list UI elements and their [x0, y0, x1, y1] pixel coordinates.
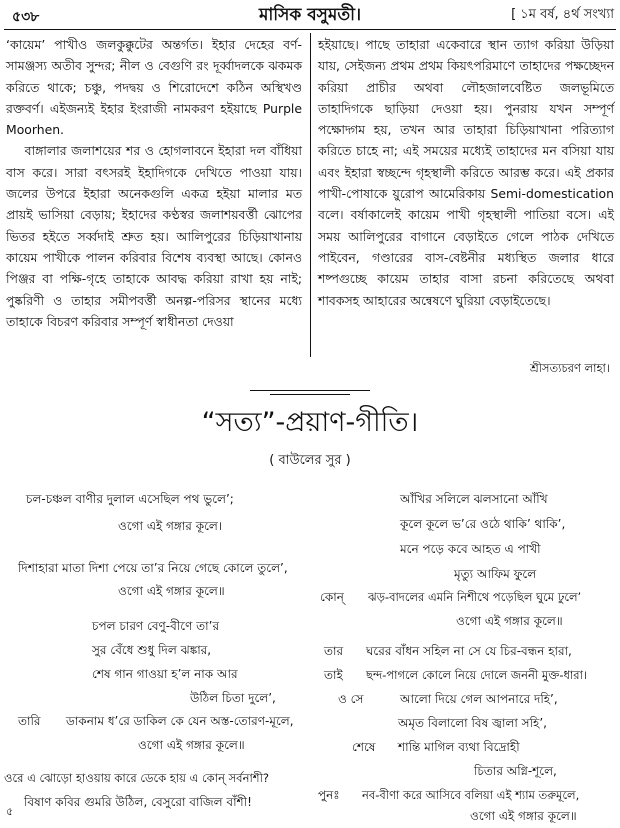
footer-mark: ৫ — [6, 805, 14, 818]
poem-line: ঝড়-বাদলের এমনি নিশীথে পড়েছিল ঘুমে ঢুলে’ — [368, 590, 582, 604]
poem-line: মৃত্যু আফিম ফুলে — [454, 567, 537, 581]
poem-line: সুর বেঁধে শুধু দিল ঝঙ্কার, — [92, 643, 212, 657]
poem-line: বিষাণ কবির গুমরি উঠিল, বেসুরো বাজিল বাঁশী! — [24, 795, 252, 809]
poem-line-prefix: তাই — [324, 668, 343, 682]
poem-line: দিশাহারা মাতা দিশা পেয়ে তা’র নিয়ে গেছে কোলে তুলে’, — [18, 561, 288, 575]
section-divider — [250, 390, 370, 391]
poem-line-prefix: তার — [324, 644, 344, 658]
column-divider — [310, 33, 311, 357]
poem-line: ওগো এই গঙ্গার কূলে॥ — [470, 809, 577, 823]
poem-line: ওগো এই গঙ্গার কূলে॥ — [118, 584, 225, 598]
poem-line-prefix: শেষে — [352, 740, 376, 754]
page-number: ৫৩৮ — [12, 9, 40, 25]
poem-line: আঁখির সলিলে ঝলসানো আঁখি — [400, 492, 548, 506]
poem-tune: ( বাউলের সুর ) — [269, 453, 351, 468]
poem-line: চপল চারণ বেণু-বীণে তা’র — [92, 619, 220, 633]
poem-line-prefix: ও সে — [338, 692, 364, 706]
author-signature: শ্রীসত্যচরণ লাহা। — [529, 361, 610, 375]
poem-line: কূলে কূলে ভ’রে ওঠে থাকি’ থাকি’, — [400, 517, 566, 531]
poem-title: “সত্য”-প্রয়াণ-গীতি। — [201, 407, 419, 438]
poem-line: চিতার অগ্নি-শূলে, — [474, 764, 557, 778]
article-paragraph: হইয়াছে। পাছে তাহারা একেবারে স্থান ত্যাগ করিয়া উড়িয়া যায়, সেইজন্য প্রথম প্রথম কিয়ৎপরিমাণে তাহাদের পক্ষচ্ছেদন করিয়া প্রাচীর অথবা লৌহজালবেষ্টিত জলভূমিতে তাহাদিগকে ছাড়িয়া দেওয়া হয়। পুনরায় যখন সম্পূর্ণ পক্ষোদ্গম হয়, তখন আর তাহারা চিড়িয়াখানা পরিত্যাগ করিতে চাহে না; এই সময়ের মধ্যেই তাহাদের মন বসিয়া যায় এবং ইহারা স্বচ্ছন্দে গৃহস্থালী করিতে আরম্ভ করে। এই প্রকার পাখী-পোষাকে য়ুরোপ আমেরিকায় Semi-domestication বলে। বর্ষাকালেই কায়েম পাখী গৃহস্থালী পাতিয়া বসে। এই সময় আলিপুরের বাগানে বেড়াইতে গেলে পাঠক দেখিতে পাইবেন, গণ্ডারের বাস-বেষ্টনীর মধ্যস্থিত জলার ধারে শষ্পগুচ্ছে কায়েম তাহার বাসা রচনা করিতেছে অথবা শাবকসহ আহারের অন্বেষণে ঘুরিয়া বেড়াইতেছে। — [318, 37, 614, 308]
poem-line-prefix: তারি — [18, 714, 41, 728]
poem-line: মনে পড়ে কবে আহত এ পাখী — [400, 542, 541, 556]
magazine-title: মাসিক বসুমতী। — [258, 5, 362, 25]
poem-line: ঘরের বাঁধন সহিল না সে যে চির-বন্ধন হারা, — [366, 644, 572, 658]
poem-line: ডাকনাম ধ’রে ডাকিল কে যেন অস্ত-তোরণ-মূলে, — [66, 714, 294, 728]
article-left-column — [6, 34, 302, 332]
poem-line: চল-চঞ্চল বাণীর দুলাল এসেছিল পথ ভুলে’; — [26, 492, 234, 506]
article-right-column — [318, 34, 614, 311]
article-paragraph: বাঙ্গালার জলাশয়ের শর ও হোগলাবনে ইহারা দল বাঁধিয়া বাস করে। সারা বৎসরই ইহাদিগকে দেখিতে পাওয়া যায়। জলের উপরে ইহারা অনেকগুলি একত্র হইয়া মালার মত প্রায়ই ভাসিয়া বেড়ায়; ইহাদের কণ্ঠস্বর জলাশয়বর্ত্তী ঝোপের ভিতর হইতে সর্ব্বদাই শ্রুত হয়। আলিপুরের চিড়িয়াখানায় কায়েম পাখীকে পালন করিবার বিশেষ ব্যবস্থা আছে। কোনও পিঞ্জর বা পক্ষি-গৃহে তাহাকে আবদ্ধ করিয়া রাখা হয় নাই; পুষ্করিণী ও তাহার সমীপবর্ত্তী অনল্প-পরিসর স্থানের মধ্যে তাহাকে বিচরণ করিবার সম্পূর্ণ স্বাধীনতা দেওয়া — [6, 143, 302, 329]
poem-line: ওগো এই গঙ্গার কূলে। — [118, 519, 223, 533]
poem-line: অমৃত বিলালো বিষ জ্বালা সহি’, — [398, 716, 547, 730]
page-header — [6, 2, 614, 28]
issue-info: [ ১ম বর্ষ, ৪র্থ সংখ্যা — [511, 7, 614, 22]
poem-line: ওগো এই গঙ্গার কূলে॥ — [456, 614, 563, 628]
poem-line: ওগো এই গঙ্গার কূলে॥ — [138, 738, 245, 752]
poem-line-prefix: কোন্ — [320, 590, 344, 604]
poem-line: শেষ গান গাওয়া হ’ল নাক আর — [92, 667, 238, 681]
header-rule — [4, 29, 616, 30]
section-divider-secondary — [270, 394, 350, 395]
poem-line: ওরে এ ঝোড়ো হাওয়ায় কারে ডেকে হায় এ কোন্ সর্বনাশী? — [4, 771, 269, 785]
poem-line: ছন্দ-পাগলে কোলে নিয়ে দোলে জননী মুক্ত-ধারা। — [366, 668, 588, 682]
article-paragraph: ‘কায়েম’ পাখীও জলকুক্কুটের অন্তর্গত। ইহার দেহের বর্ণ-সামঞ্জস্য অতীব সুন্দর; নীল ও বেগুণি রং দূর্ব্বাদলকে ঝকমক করিতে থাকে; চঞ্চু, পদদ্বয় ও শিরোদেশে কঠিন অস্থিখণ্ড রক্তবর্ণ। এইজন্যই ইহার ইংরাজী নামকরণ হইয়াছে Purple Moorhen. — [6, 37, 302, 138]
poem-line-prefix: পুনঃ — [318, 788, 340, 802]
poem-line: নব-বীণা করে আসিবে বলিয়া এই শ্যাম তরুমূলে, — [362, 788, 580, 802]
poem-line: উঠিল চিতা দুলে’, — [190, 691, 276, 705]
poem-line: আলো দিয়ে গেল আপনারে দহি’, — [400, 692, 558, 706]
poem-line: শান্তি মাগিল ব্যথা বিদ্রোহী — [398, 740, 520, 754]
